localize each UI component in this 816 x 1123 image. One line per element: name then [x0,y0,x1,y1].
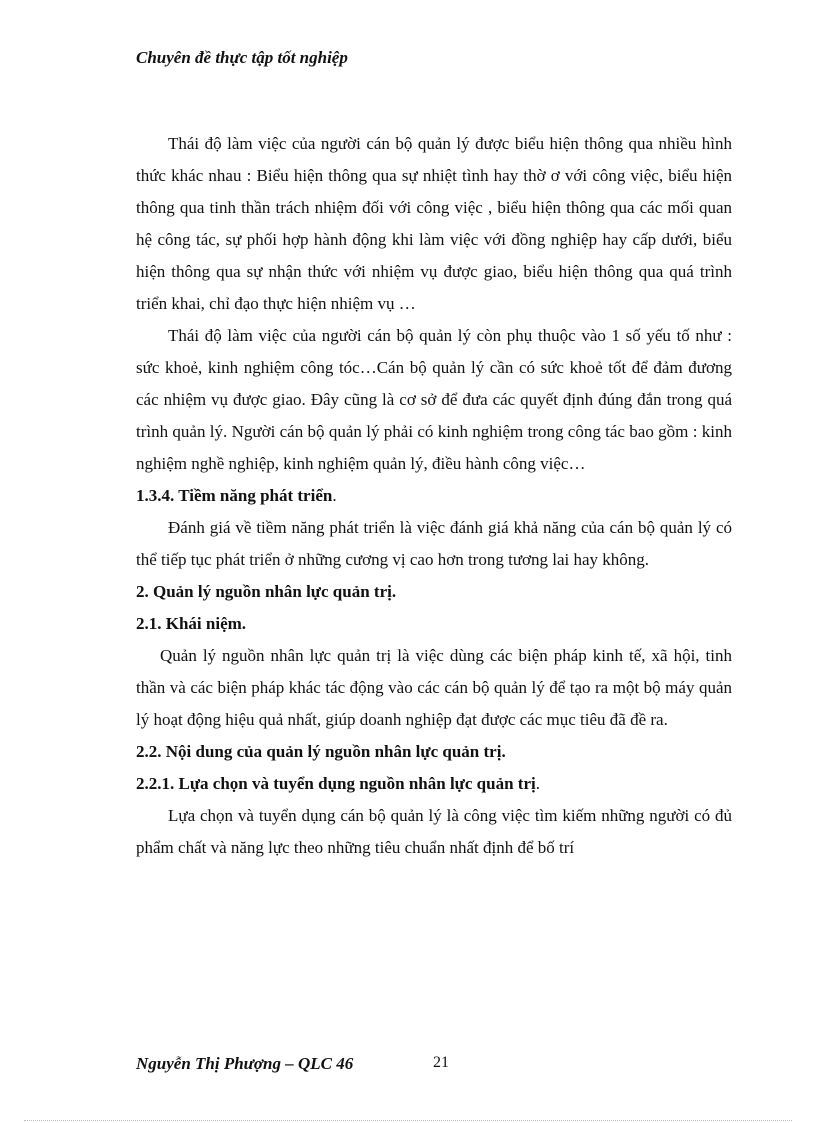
heading-2-2: 2.2. Nội dung của quản lý nguồn nhân lực quản trị. [136,742,506,761]
heading-1-3-4-period: . [332,486,337,505]
page-bottom-divider [24,1120,792,1121]
paragraph-definition: Quản lý nguồn nhân lực quản trị là việc dùng các biện pháp kinh tế, xã hội, tinh thần và các biện pháp khác tác động vào các cán bộ quản lý để tạo ra một bộ máy quản lý hoạt động hiệu quả nhất, giúp doanh nghiệp đạt được các mục tiêu đã đề ra. [136,646,732,729]
page-number: 21 [433,1054,449,1071]
paragraph-potential: Đánh giá về tiềm năng phát triển là việc đánh giá khả năng của cán bộ quản lý có thể tiếp tục phát triển ở những cương vị cao hơn trong tương lai hay không. [136,518,732,569]
heading-2-2-1-text: 2.2.1. Lựa chọn và tuyển dụng nguồn nhân lực quản trị [136,774,536,793]
paragraph-attitude-factors: Thái độ làm việc của người cán bộ quản lý còn phụ thuộc vào 1 số yếu tố như : sức khoẻ, kinh nghiệm công tóc…Cán bộ quản lý cần có sức khoẻ tốt để đảm đương các nhiệm vụ được giao. Đây cũng là cơ sở để đưa các quyết định đúng đắn trong quá trình quản lý. Người cán bộ quản lý phải có kinh nghiệm trong công tác bao gồm : kinh nghiệm nghề nghiệp, kinh nghiệm quản lý, điều hành công việc… [136,326,732,473]
heading-2-2-1-period: . [535,774,540,793]
heading-1-3-4-text: 1.3.4. Tiềm năng phát triển [136,486,333,505]
heading-2-2-1 [136,768,732,800]
paragraph-recruitment: Lựa chọn và tuyển dụng cán bộ quản lý là công việc tìm kiếm những người có đủ phẩm chất và năng lực theo những tiêu chuẩn nhất định để bố trí [136,806,732,857]
heading-2: 2. Quản lý nguồn nhân lực quản trị. [136,582,397,601]
heading-1-3-4 [136,480,732,512]
paragraph-work-attitude: Thái độ làm việc của người cán bộ quản lý được biểu hiện thông qua nhiều hình thức khác nhau : Biểu hiện thông qua sự nhiệt tình hay thờ ơ với công việc, biểu hiện thông qua tinh thần trách nhiệm đối với công việc , biểu hiện thông qua các mối quan hệ công tác, sự phối hợp hành động khi làm việc với đồng nghiệp hay cấp dưới, biểu hiện thông qua sự nhận thức với nhiệm vụ được giao, biểu hiện thông qua quá trình triển khai, chỉ đạo thực hiện nhiệm vụ … [136,134,732,313]
page-header-title: Chuyên đề thực tập tốt nghiệp [136,48,348,67]
footer-author: Nguyễn Thị Phượng – QLC 46 [136,1054,354,1073]
document-body [136,128,732,864]
heading-2-1: 2.1. Khái niệm. [136,614,247,633]
